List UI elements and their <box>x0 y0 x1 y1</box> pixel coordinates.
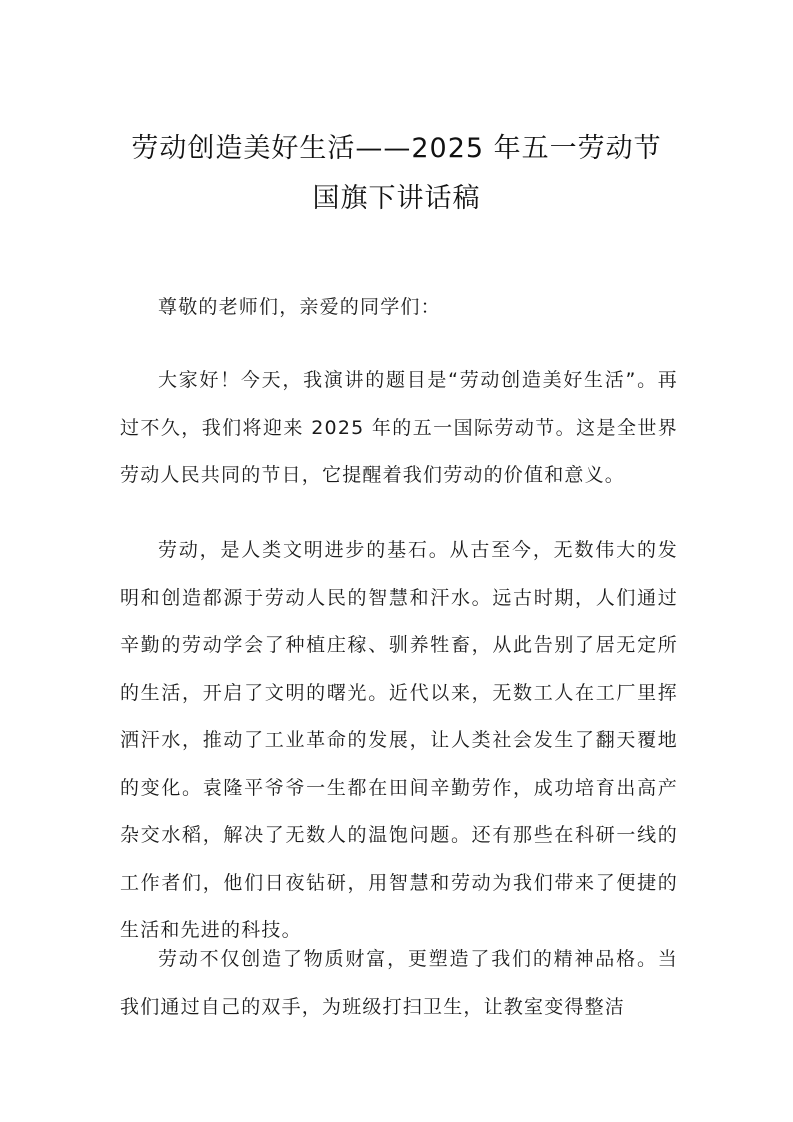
title-line-2: 国旗下讲话稿 <box>312 183 481 214</box>
paragraph-block-3 <box>120 936 678 1031</box>
paragraph-1: 大家好！今天，我演讲的题目是“劳动创造美好生活”。再过不久，我们将迎来 2025 年的五一国际劳动节。这是全世界劳动人民共同的节日，它提醒着我们劳动的价值和意义。 <box>120 369 678 486</box>
title-line-1: 劳动创造美好生活——2025 年五一劳动节 <box>131 133 662 164</box>
paragraph-2: 劳动，是人类文明进步的基石。从古至今，无数伟大的发明和创造都源于劳动人民的智慧和汗水。远古时期，人们通过辛勤的劳动学会了种植庄稼、驯养牲畜，从此告别了居无定所的生活，开启了文明的曙光。近代以来，无数工人在工厂里挥洒汗水，推动了工业革命的发展，让人类社会发生了翻天覆地的变化。袁隆平爷爷一生都在田间辛勤劳作，成功培育出高产杂交水稻，解决了无数人的温饱问题。还有那些在科研一线的工作者们，他们日夜钻研，用智慧和劳动为我们带来了便捷的生活和先进的科技。 <box>120 539 678 941</box>
paragraph-block-1 <box>120 357 678 500</box>
paragraph-block-2 <box>120 527 678 955</box>
greeting-block <box>120 284 678 332</box>
paragraph-3: 劳动不仅创造了物质财富，更塑造了我们的精神品格。当我们通过自己的双手，为班级打扫卫生，让教室变得整洁 <box>120 948 678 1018</box>
greeting: 尊敬的老师们，亲爱的同学们： <box>158 296 441 318</box>
